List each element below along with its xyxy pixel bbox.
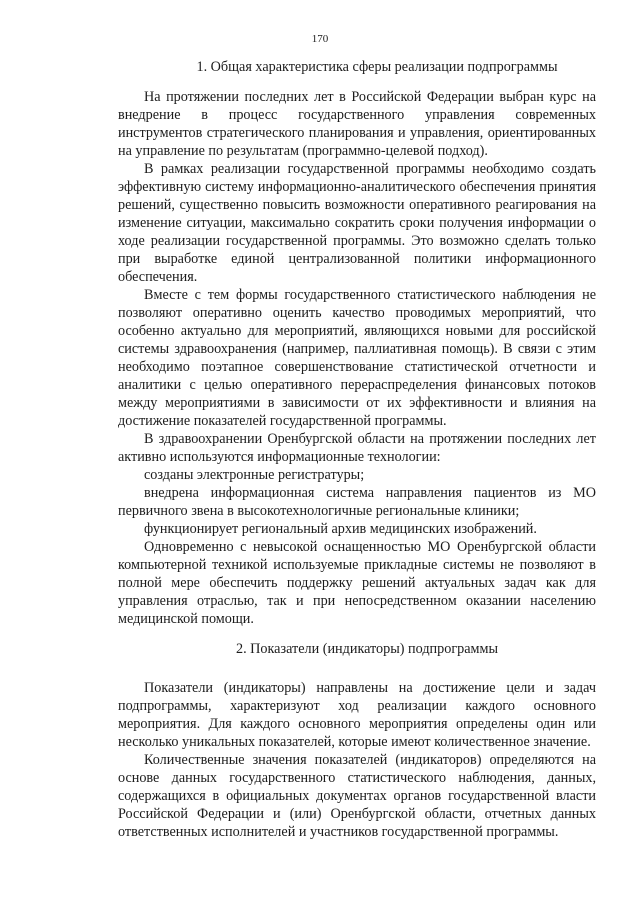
section-1-paragraph-2: В рамках реализации государственной программы необходимо создать эффективную систему информационно-аналитического обеспечения принятия решений, существенно повысить возможности оперативного реагирования на изменение ситуации, максимально сократить сроки получения информации о ходе реализации государственной программы. Это возможно сделать только при выработке единой централизованной политики информационного обеспечения. (118, 161, 596, 285)
section-1-list-item-3: функционирует региональный архив медицинских изображений. (144, 521, 537, 537)
page-content (118, 58, 596, 841)
section-1-list-item-2: внедрена информационная система направления пациентов из МО первичного звена в высокотехнологичные региональные клиники; (118, 485, 596, 519)
section-2-paragraph-1: Показатели (индикаторы) направлены на достижение цели и задач подпрограммы, характеризуют ход реализации каждого основного мероприятия. Для каждого основного мероприятия определены один или несколько уникальных показателей, которые имеют количественное значение. (118, 680, 596, 750)
section-1-title: 1. Общая характеристика сферы реализации подпрограммы (196, 59, 558, 75)
section-1-paragraph-4: В здравоохранении Оренбургской области на протяжении последних лет активно используются информационные технологии: (118, 431, 596, 465)
section-2-paragraph-2: Количественные значения показателей (индикаторов) определяются на основе данных государственного статистического наблюдения, данных, содержащихся в официальных документах органов государственной власти Российской Федерации и (или) Оренбургской области, отчетных данных ответственных исполнителей и участников государственной программы. (118, 752, 596, 840)
section-1-paragraph-3: Вместе с тем формы государственного статистического наблюдения не позволяют оперативно оценить качество проводимых мероприятий, что особенно актуально для мероприятий, являющихся новыми для российской системы здравоохранения (например, паллиативная помощь). В связи с этим необходимо поэтапное совершенствование статистической отчетности и аналитики с целью оперативного перераспределения финансовых потоков между мероприятиями в зависимости от их эффективности и влияния на достижение показателей государственной программы. (118, 287, 596, 429)
section-1-paragraph-5: Одновременно с невысокой оснащенностью МО Оренбургской области компьютерной техникой используемые прикладные системы не позволяют в полной мере обеспечить поддержку решений актуальных задач как для управления отраслью, так и при непосредственном оказании населению медицинской помощи. (118, 539, 596, 627)
page-number: 170 (311, 33, 329, 45)
section-2-body (118, 679, 596, 841)
section-2-title: 2. Показатели (индикаторы) подпрограммы (235, 641, 499, 657)
section-1-paragraph-1: На протяжении последних лет в Российской Федерации выбран курс на внедрение в процесс государственного управления современных инструментов стратегического планирования и управления, ориентированных на управление по результатам (программно-целевой подход). (118, 89, 596, 159)
section-1-list-item-1: созданы электронные регистратуры; (144, 467, 365, 483)
section-1-body (118, 88, 596, 628)
